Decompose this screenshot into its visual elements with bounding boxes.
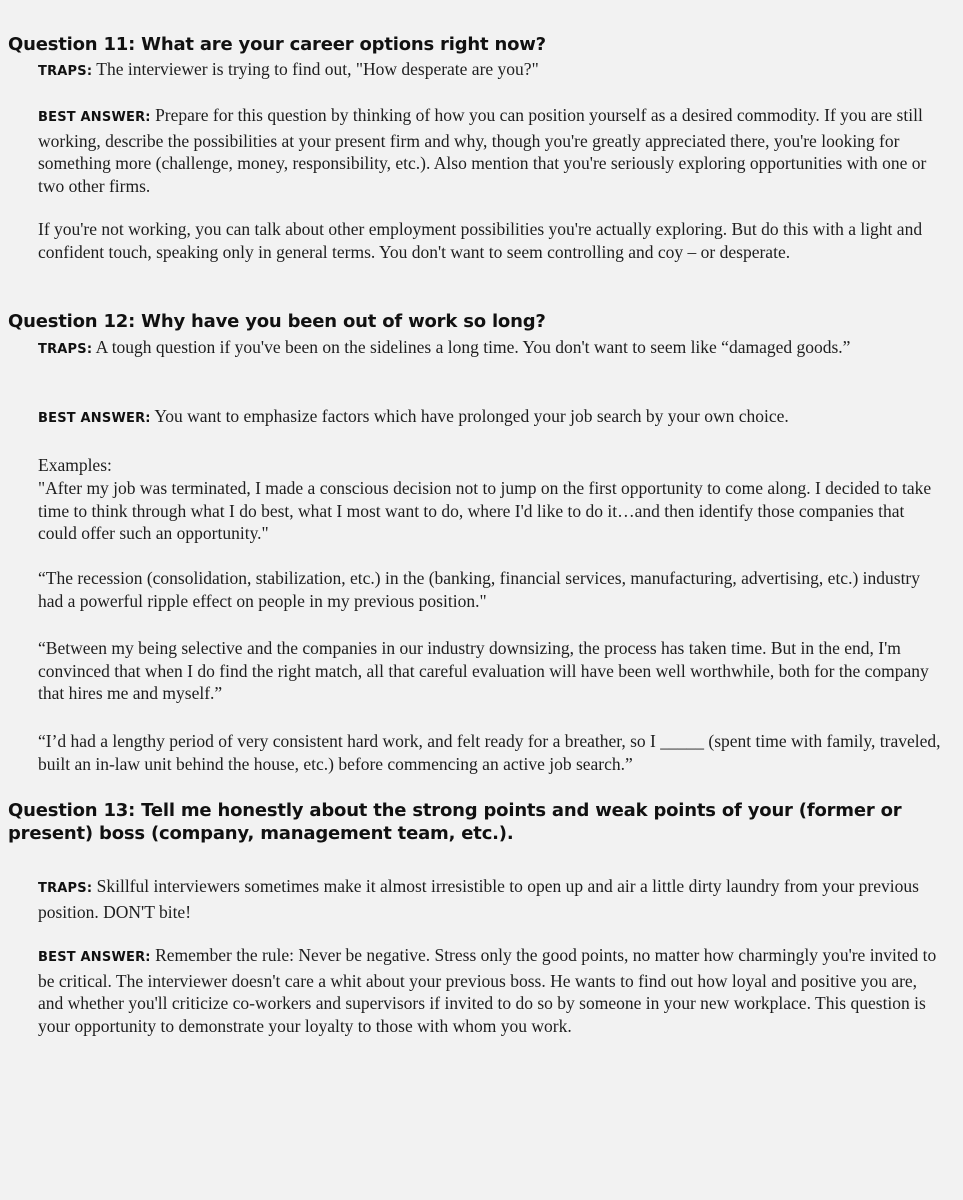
traps-text: A tough question if you've been on the sidelines a long time. You don't want to seem like “damaged goods.”	[92, 337, 851, 357]
example-3: “Between my being selective and the companies in our industry downsizing, the process has taken time. But in the end, I'm convinced that when I do find the right match, all that careful evaluation will have been well worthwhile, both for the company that hires me and myself.”	[38, 638, 929, 703]
question-13-best-answer	[38, 944, 943, 1037]
example-2: “The recession (consolidation, stabilization, etc.) in the (banking, financial services, manufacturing, advertising, etc.) industry had a powerful ripple effect on people in my previous position."	[38, 568, 921, 611]
best-answer-text: Remember the rule: Never be negative. Stress only the good points, no matter how charmingly you're invited to be critical. The interviewer doesn't care a whit about your previous boss. He wants to find out how loyal and positive you are, and whether you'll criticize co-workers and supervisors if invited to do so by someone in your new workplace. This question is your opportunity to demonstrate your loyalty to those with whom you work.	[38, 945, 937, 1036]
question-12-best-answer	[38, 405, 943, 431]
question-13-title: Question 13: Tell me honestly about the strong points and weak points of your (former or present) boss (company, management team, etc.).	[8, 800, 902, 844]
question-12-traps	[38, 336, 943, 362]
question-12-title: Question 12: Why have you been out of work so long?	[8, 311, 546, 332]
example-1: "After my job was terminated, I made a conscious decision not to jump on the first opportunity to come along. I decided to take time to think through what I do best, what I most want to do, where I'd like to do it…and then identify those companies that could offer such an opportunity."	[38, 478, 932, 543]
traps-label: TRAPS:	[38, 881, 93, 896]
question-13-traps	[38, 875, 943, 923]
traps-label: TRAPS:	[38, 342, 93, 357]
best-answer-text: Prepare for this question by thinking of how you can position yourself as a desired commodity. If you are still working, describe the possibilities at your present firm and why, though you're greatly appreciated there, you're looking for something more (challenge, money, responsibility, etc.). Also mention that you're seriously exploring opportunities with one or two other firms.	[38, 105, 927, 196]
best-answer-label: BEST ANSWER:	[38, 411, 151, 426]
question-11-title: Question 11: What are your career options right now?	[8, 34, 546, 55]
traps-text: Skillful interviewers sometimes make it almost irresistible to open up and air a little dirty laundry from your previous position. DON'T bite!	[38, 876, 919, 922]
traps-label: TRAPS:	[38, 64, 93, 79]
question-11-best-answer	[38, 104, 943, 197]
example-4: “I’d had a lengthy period of very consistent hard work, and felt ready for a breather, so I _____ (spent time with family, traveled, built an in-law unit behind the house, etc.) before commencing an active job search.”	[38, 731, 941, 774]
best-answer-text: You want to emphasize factors which have prolonged your job search by your own choice.	[150, 406, 789, 426]
best-answer-label: BEST ANSWER:	[38, 950, 151, 965]
best-answer-label: BEST ANSWER:	[38, 110, 151, 125]
question-11-traps	[38, 58, 943, 84]
traps-text: The interviewer is trying to find out, "How desperate are you?"	[92, 59, 539, 79]
question-11-paragraph-2: If you're not working, you can talk about other employment possibilities you're actually exploring. But do this with a light and confident touch, speaking only in general terms. You don't want to seem controlling and coy – or desperate.	[38, 219, 923, 262]
examples-label: Examples:	[38, 455, 112, 475]
